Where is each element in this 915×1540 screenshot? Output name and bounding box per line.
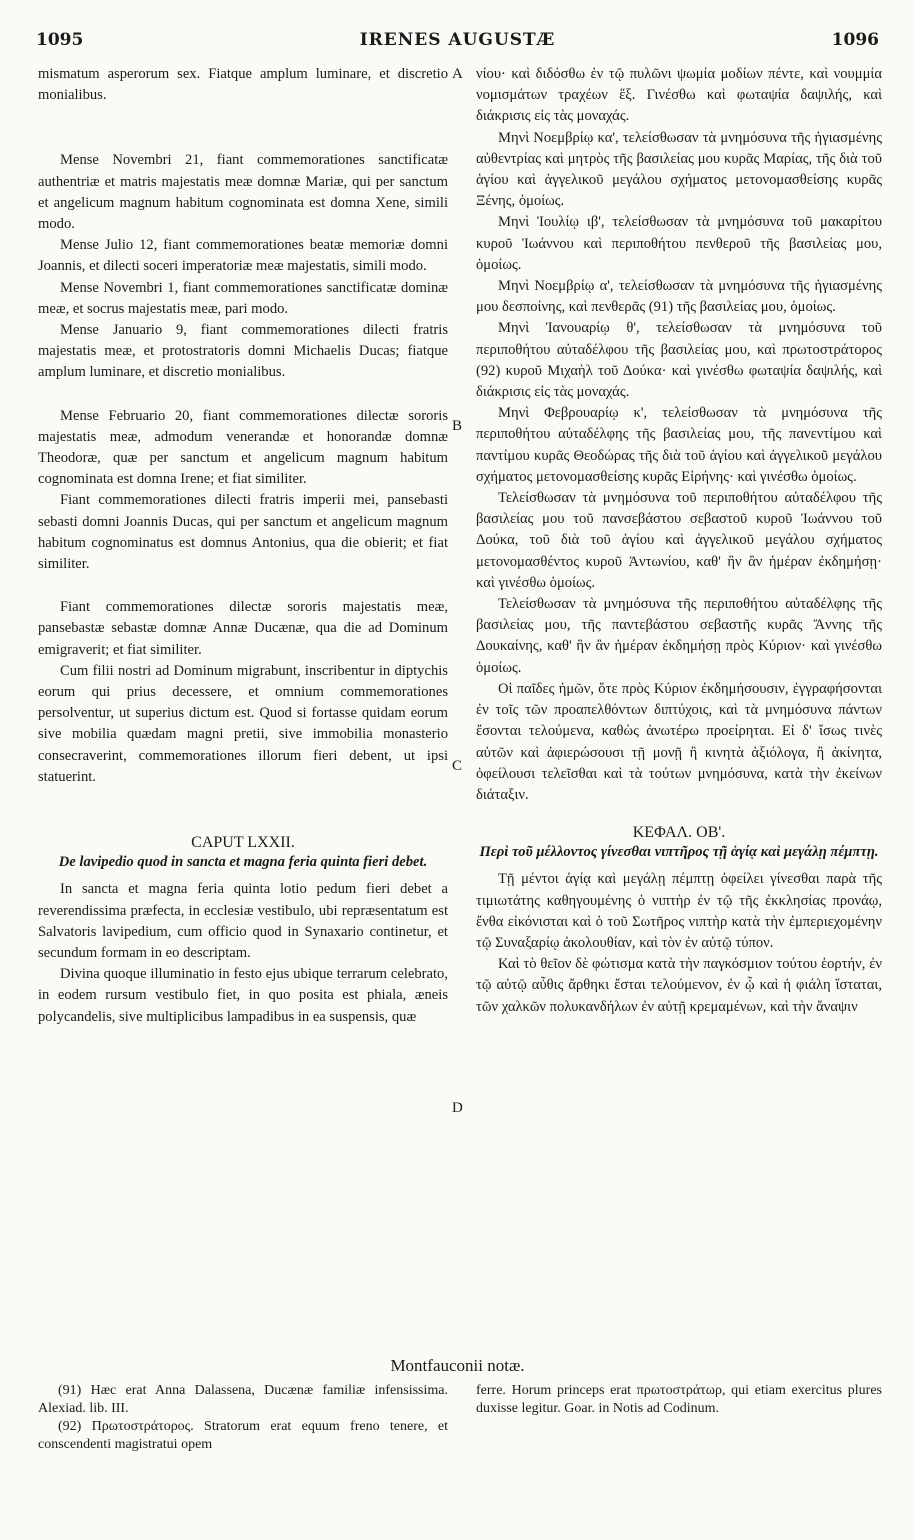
greek-column — [476, 64, 882, 1018]
margin-letter-d: D — [452, 1100, 463, 1116]
greek-paragraph: Μηνὶ Ἰανουαρίῳ θ', τελείσθωσαν τὰ μνημόσυνα τοῦ περιποθήτου αὐταδέλφου τῆς βασιλείας μου, καὶ πρωτοστράτορος (92) κυροῦ Μιχαὴλ τοῦ Δούκα· καὶ γινέσθω φωταψία δαψιλής, καὶ διάκρισις εἰς τὰς μοναχάς. — [476, 320, 882, 401]
greek-paragraph: νίου· καὶ διδόσθω ἐν τῷ πυλῶνι ψωμία μοδίων πέντε, καὶ νουμμία νομισμάτων τραχέων ἕξ. Γινέσθω καὶ φωταψία δαψιλής, καὶ διάκρισις εἰς τὰς μοναχάς. — [476, 66, 882, 125]
margin-letter-a: A — [452, 66, 463, 82]
latin-paragraph: Mense Novembri 21, fiant commemorationes sanctificatæ authentriæ et matris majestatis meæ domnæ Mariæ, qui per sanctum et angelicum magnum habitum cognominata est domna Xene, simili modo. — [38, 152, 448, 233]
greek-paragraph: Τελείσθωσαν τὰ μνημόσυνα τῆς περιποθήτου αὐταδέλφης τῆς βασιλείας μου, τῆς παντεβάστου σεβαστῆς κυρᾶς Ἄννης τῆς Δουκαίνης, καθ' ἣν ἂν ἡμέραν ἐκδημήσῃ πρὸς Κύριον· καὶ γινέσθω ὁμοίως. — [476, 596, 882, 676]
footnote-92-continued: ferre. Horum princeps erat πρωτοστράτωρ, qui etiam exercitus plures duxisse legitur. Goar. in Notis ad Codinum. — [476, 1383, 882, 1416]
greek-paragraph: Οἱ παῖδες ἡμῶν, ὅτε πρὸς Κύριον ἐκδημήσουσιν, ἐγγραφήσονται ἐν τοῖς τῶν προαπελθόντων διπτύχοις, καὶ τὰ μνημόσυνα πάντων ἔσονται τελούμενα, καθὼς ἀνωτέρω προείρηται. Εἰ δ' ἴσως τινὲς αὐτῶν καὶ ἀφιερώσουσι τῇ μονῇ ἢ κινητὰ ἀξιόλογα, ἢ ἀκίνητα, ὀφείλουσι τελεῖσθαι καὶ τὰ τούτων μνημόσυνα, κατὰ τὴν ἐκείνων διάταξιν. — [476, 680, 882, 803]
running-header — [36, 30, 879, 60]
latin-paragraph: Mense Februario 20, fiant commemorationes dilectæ sororis majestatis meæ, admodum venerandæ et honorandæ domnæ Theodoræ, quæ per sanctum et angelicum magnum habitum cognominata est domna Irene; et fiat similiter. — [38, 407, 448, 488]
greek-paragraph: Μηνὶ Νοεμβρίῳ κα', τελείσθωσαν τὰ μνημόσυνα τῆς ἡγιασμένης αὐθεντρίας καὶ μητρὸς τῆς βασιλείας μου κυρᾶς Μαρίας, τῆς διὰ τοῦ ἁγίου καὶ ἀγγελικοῦ μεγάλου σχήματος μετονομασθείσης κυρᾶς Ξένης, ὁμοίως. — [476, 129, 882, 210]
greek-paragraph: Καὶ τὸ θεῖον δὲ φώτισμα κατὰ τὴν παγκόσμιον τούτου ἑορτήν, ἐν τῷ αὐτῷ αὖθις ἄρθηκι ἔσται τελούμενον, ἐν ᾧ καὶ ἡ φιάλη ἵσταται, τῶν χαλκῶν πολυκανδήλων ἐν αὐτῇ κρεμαμένων, καὶ τὴν ἄναψιν — [476, 956, 882, 1015]
footnote-92: (92) Πρωτοστράτορος. Stratorum erat equum freno tenere, et conscendenti magistratui opem — [38, 1419, 448, 1452]
greek-chapter-title: Περὶ τοῦ μέλλοντος γίνεσθαι νιπτῆρος τῇ ἁγίᾳ καὶ μεγάλῃ πέμπτῃ. — [479, 844, 879, 861]
running-title: IRENES AUGUSTÆ — [359, 30, 556, 50]
greek-paragraph: Μηνὶ Φεβρουαρίῳ κ', τελείσθωσαν τὰ μνημόσυνα τῆς περιποθήτου αὐταδέλφης τῆς βασιλείας μου, τῆς πανεντίμου καὶ παντίμου κυρᾶς Θεοδώρας τῆς διὰ τοῦ ἁγίου καὶ ἀγγελικοῦ μεγάλου σχήματος μετονομασθείσης κυρᾶς Εἰρήνης· καὶ γινέσθω ὁμοίως. — [476, 405, 882, 485]
latin-chapter-heading: CAPUT LXXII. — [191, 834, 295, 852]
left-page-number: 1095 — [36, 30, 84, 50]
latin-paragraph: Cum filii nostri ad Dominum migrabunt, inscribentur in diptychis eorum qui prius decessere, et omnium commemorationes persolventur, ut superius dictum est. Quod si fortasse quidam eorum sive mobilia quædam magni pretii, sive immobilia monasterio consecraverint, commemorationes illorum fieri debent, ut ipsi statuerint. — [38, 662, 448, 785]
greek-paragraph: Μηνὶ Νοεμβρίῳ α', τελείσθωσαν τὰ μνημόσυνα τῆς ἡγιασμένης μου δεσποίνης, καὶ πενθερᾶς (91) τῆς βασιλείας μου, ὁμοίως. — [476, 278, 882, 316]
notes-right-column — [476, 1382, 882, 1418]
latin-paragraph: Divina quoque illuminatio in festo ejus ubique terrarum celebrato, in eodem rursum vestibulo fiet, in quo posita est phiala, æneis polycandelis, sive multiplicibus lampadibus in ea suspensis, quæ — [38, 966, 448, 1025]
footnote-91: (91) Hæc erat Anna Dalassena, Ducænæ familiæ infensissima. Alexiad. lib. III. — [38, 1383, 448, 1416]
greek-paragraph: Τελείσθωσαν τὰ μνημόσυνα τοῦ περιποθήτου αὐταδέλφου τῆς βασιλείας μου τοῦ πανσεβάστου σεβαστοῦ κυροῦ Ἰωάννου τοῦ Δούκα, τοῦ διὰ τοῦ ἁγίου καὶ ἀγγελικοῦ μεγάλου σχήματος μετονομασθέντος κυροῦ Ἀντωνίου, καθ' ἣν ἂν ἡμέραν ἐκδημήσῃ· καὶ γινέσθω ὁμοίως. — [476, 490, 882, 591]
latin-chapter-title: De lavipedio quod in sancta et magna feria quinta fieri debet. — [58, 854, 428, 871]
margin-letter-b: B — [452, 418, 463, 434]
latin-paragraph: mismatum asperorum sex. Fiatque amplum luminare, et discretio monialibus. — [38, 66, 448, 104]
latin-paragraph: In sancta et magna feria quinta lotio pedum fieri debet a reverendissima præfecta, in ecclesiæ vestibulo, ubi repræsentatum est Salvatoris lavipedium, cum officio quod in Synaxario continetur, et secundum formam in eo descriptam. — [38, 881, 448, 961]
latin-column — [38, 64, 448, 1028]
right-page-number: 1096 — [831, 30, 879, 50]
latin-paragraph: Fiant commemorationes dilectæ sororis majestatis meæ, pansebastæ sebastæ domnæ Annæ Ducænæ, qua die ad Dominum emigraverit; et fiat similiter. — [38, 599, 448, 658]
margin-letter-c: C — [452, 758, 463, 774]
greek-paragraph: Μηνὶ Ἰουλίῳ ιβ', τελείσθωσαν τὰ μνημόσυνα τοῦ μακαρίτου κυροῦ Ἰωάννου καὶ περιποθήτου πενθεροῦ τῆς βασιλείας μου, ὁμοίως. — [476, 214, 882, 273]
greek-chapter-heading: ΚΕΦΑΛ. ΟΒ'. — [632, 824, 726, 842]
latin-paragraph: Mense Januario 9, fiant commemorationes dilecti fratris majestatis meæ, et protostratoris domni Michaelis Ducas; fiatque amplum luminare, et discretio monialibus. — [38, 322, 448, 381]
notes-left-column — [38, 1382, 448, 1454]
latin-paragraph: Fiant commemorationes dilecti fratris imperii mei, pansebasti sebasti domni Joannis Ducas, qui per sanctum et angelicum magnum habitum cognominatus est domnus Antonius, qua die obierit; et fiat similiter. — [38, 492, 448, 573]
notes-title: Montfauconii notæ. — [390, 1356, 525, 1375]
latin-paragraph: Mense Novembri 1, fiant commemorationes sanctificatæ dominæ meæ, et socrus majestatis meæ, pari modo. — [38, 279, 448, 317]
greek-paragraph: Τῇ μέντοι ἁγίᾳ καὶ μεγάλῃ πέμπτῃ ὀφείλει γίνεσθαι παρὰ τῆς τιμιωτάτης καθηγουμένης ὁ νιπτὴρ ἐν τῷ τῆς ἐκκλησίας προνάῳ, ἔνθα εἰκόνισται καὶ ὁ τοῦ Σωτῆρος νιπτὴρ κατὰ τὴν ἐμπεριεχομένην τῷ Συναξαρίῳ ἀκολουθίαν, καὶ τὸν ἐν αὐτῷ τύπον. — [476, 871, 882, 951]
latin-paragraph: Mense Julio 12, fiant commemorationes beatæ memoriæ domni Joannis, et dilecti soceri imperatoriæ meæ majestatis, simili modo. — [38, 237, 448, 275]
